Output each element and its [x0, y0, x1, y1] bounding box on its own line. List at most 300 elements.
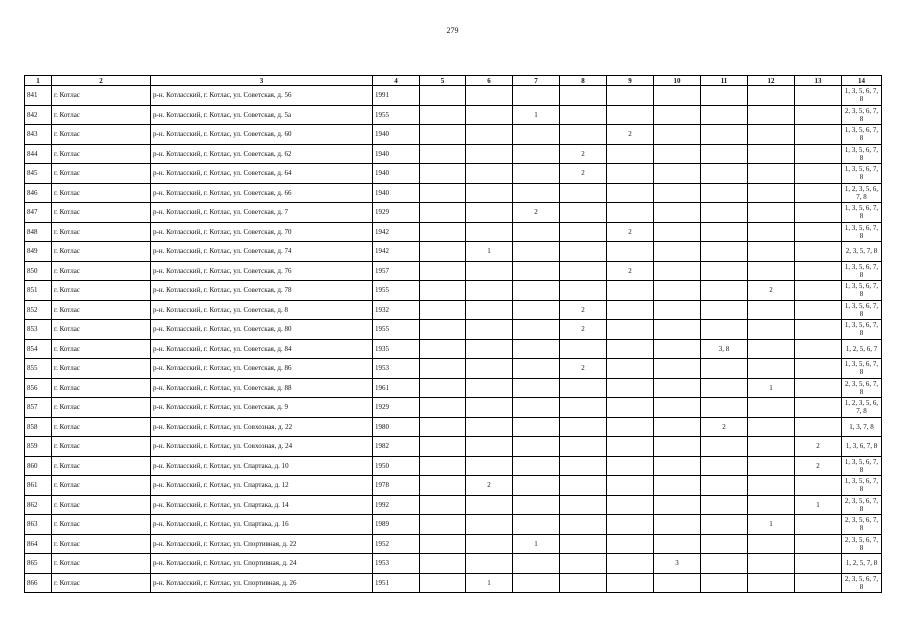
col8-cell	[560, 534, 607, 554]
col9-cell	[607, 281, 654, 301]
column-header-2: 2	[52, 76, 151, 86]
row-number-cell: 848	[25, 222, 52, 242]
address-cell: р-н. Котласский, г. Котлас, ул. Советская, д. 80	[151, 320, 373, 340]
table-row	[25, 437, 882, 457]
col6-cell	[466, 320, 513, 340]
col14-cell: 1, 2, 3, 5, 6, 7, 8	[842, 183, 882, 203]
col5-cell	[420, 359, 466, 379]
col9-cell	[607, 339, 654, 359]
table-row	[25, 398, 882, 418]
col8-cell	[560, 203, 607, 223]
table-row	[25, 144, 882, 164]
city-cell: г. Котлас	[52, 281, 151, 301]
row-number-cell: 861	[25, 476, 52, 496]
col11-cell	[701, 398, 748, 418]
col6-cell	[466, 554, 513, 574]
col7-cell	[513, 320, 560, 340]
col11-cell	[701, 300, 748, 320]
col13-cell	[795, 222, 842, 242]
column-number-header-row	[25, 76, 882, 86]
col6-cell	[466, 339, 513, 359]
table-row	[25, 417, 882, 437]
col5-cell	[420, 86, 466, 106]
col10-cell	[654, 515, 701, 535]
col8-cell	[560, 437, 607, 457]
col10-cell	[654, 437, 701, 457]
col9-cell	[607, 320, 654, 340]
col11-cell	[701, 495, 748, 515]
col5-cell	[420, 554, 466, 574]
col8-cell	[560, 515, 607, 535]
col7-cell	[513, 515, 560, 535]
col9-cell	[607, 300, 654, 320]
col6-cell	[466, 105, 513, 125]
row-number-cell: 859	[25, 437, 52, 457]
col5-cell	[420, 242, 466, 262]
col7-cell	[513, 573, 560, 593]
col12-cell	[748, 203, 795, 223]
col8-cell	[560, 222, 607, 242]
address-cell: р-н. Котласский, г. Котлас, ул. Спартака, д. 16	[151, 515, 373, 535]
col13-cell	[795, 300, 842, 320]
col8-cell	[560, 417, 607, 437]
col10-cell: 3	[654, 554, 701, 574]
col6-cell	[466, 164, 513, 184]
col11-cell: 2	[701, 417, 748, 437]
col12-cell	[748, 86, 795, 106]
col6-cell	[466, 515, 513, 535]
address-cell: р-н. Котласский, г. Котлас, ул. Спартака, д. 14	[151, 495, 373, 515]
col14-cell: 2, 3, 5, 6, 7, 8	[842, 573, 882, 593]
col11-cell	[701, 320, 748, 340]
col10-cell	[654, 183, 701, 203]
col5-cell	[420, 105, 466, 125]
col12-cell: 1	[748, 515, 795, 535]
col11-cell	[701, 261, 748, 281]
col13-cell	[795, 359, 842, 379]
col11-cell	[701, 437, 748, 457]
col13-cell	[795, 320, 842, 340]
col9-cell	[607, 476, 654, 496]
housing-registry-table	[24, 75, 882, 593]
col11-cell	[701, 378, 748, 398]
column-header-3: 3	[151, 76, 373, 86]
address-cell: р-н. Котласский, г. Котлас, ул. Советская, д. 88	[151, 378, 373, 398]
col13-cell	[795, 398, 842, 418]
city-cell: г. Котлас	[52, 222, 151, 242]
year-cell: 1950	[373, 456, 420, 476]
table-row	[25, 456, 882, 476]
col5-cell	[420, 437, 466, 457]
col13-cell	[795, 378, 842, 398]
row-number-cell: 843	[25, 125, 52, 145]
year-cell: 1989	[373, 515, 420, 535]
year-cell: 1955	[373, 320, 420, 340]
col12-cell	[748, 554, 795, 574]
col8-cell: 2	[560, 359, 607, 379]
address-cell: р-н. Котласский, г. Котлас, ул. Советская, д. 86	[151, 359, 373, 379]
col6-cell: 1	[466, 573, 513, 593]
address-cell: р-н. Котласский, г. Котлас, ул. Спортивная, д. 22	[151, 534, 373, 554]
city-cell: г. Котлас	[52, 359, 151, 379]
col10-cell	[654, 86, 701, 106]
col9-cell	[607, 534, 654, 554]
col5-cell	[420, 378, 466, 398]
column-header-4: 4	[373, 76, 420, 86]
col10-cell	[654, 242, 701, 262]
col8-cell	[560, 456, 607, 476]
col13-cell	[795, 261, 842, 281]
col13-cell	[795, 125, 842, 145]
col7-cell	[513, 144, 560, 164]
col14-cell: 1, 3, 6, 7, 8	[842, 437, 882, 457]
col8-cell	[560, 573, 607, 593]
col10-cell	[654, 378, 701, 398]
col10-cell	[654, 300, 701, 320]
col14-cell: 1, 3, 5, 6, 7, 8	[842, 359, 882, 379]
year-cell: 1940	[373, 125, 420, 145]
row-number-cell: 853	[25, 320, 52, 340]
address-cell: р-н. Котласский, г. Котлас, ул. Советская, д. 8	[151, 300, 373, 320]
table-row	[25, 554, 882, 574]
col13-cell	[795, 144, 842, 164]
col10-cell	[654, 456, 701, 476]
col8-cell	[560, 476, 607, 496]
col9-cell: 2	[607, 261, 654, 281]
col10-cell	[654, 339, 701, 359]
table-row	[25, 105, 882, 125]
col13-cell	[795, 86, 842, 106]
col5-cell	[420, 398, 466, 418]
address-cell: р-н. Котласский, г. Котлас, ул. Советская, д. 56	[151, 86, 373, 106]
col9-cell	[607, 378, 654, 398]
table-row	[25, 573, 882, 593]
col12-cell	[748, 222, 795, 242]
col11-cell	[701, 164, 748, 184]
col7-cell	[513, 456, 560, 476]
col12-cell	[748, 398, 795, 418]
col11-cell	[701, 456, 748, 476]
city-cell: г. Котлас	[52, 554, 151, 574]
col9-cell	[607, 164, 654, 184]
col6-cell	[466, 125, 513, 145]
year-cell: 1992	[373, 495, 420, 515]
col7-cell	[513, 281, 560, 301]
col6-cell	[466, 281, 513, 301]
table-row	[25, 359, 882, 379]
city-cell: г. Котлас	[52, 183, 151, 203]
col6-cell	[466, 183, 513, 203]
column-header-7: 7	[513, 76, 560, 86]
col6-cell	[466, 203, 513, 223]
col12-cell	[748, 300, 795, 320]
col5-cell	[420, 300, 466, 320]
col11-cell	[701, 573, 748, 593]
col5-cell	[420, 203, 466, 223]
col14-cell: 1, 3, 5, 6, 7, 8	[842, 222, 882, 242]
col5-cell	[420, 417, 466, 437]
year-cell: 1940	[373, 164, 420, 184]
col11-cell	[701, 105, 748, 125]
col8-cell	[560, 261, 607, 281]
col7-cell	[513, 183, 560, 203]
col10-cell	[654, 125, 701, 145]
col11-cell	[701, 515, 748, 535]
col7-cell	[513, 398, 560, 418]
col10-cell	[654, 222, 701, 242]
address-cell: р-н. Котласский, г. Котлас, ул. Совхозная, д. 24	[151, 437, 373, 457]
col8-cell: 2	[560, 320, 607, 340]
col6-cell	[466, 437, 513, 457]
city-cell: г. Котлас	[52, 105, 151, 125]
year-cell: 1980	[373, 417, 420, 437]
address-cell: р-н. Котласский, г. Котлас, ул. Спортивная, д. 24	[151, 554, 373, 574]
col14-cell: 1, 3, 5, 6, 7, 8	[842, 144, 882, 164]
col14-cell: 1, 3, 5, 6, 7, 8	[842, 86, 882, 106]
table-row	[25, 125, 882, 145]
col14-cell: 1, 3, 5, 6, 7, 8	[842, 320, 882, 340]
year-cell: 1942	[373, 222, 420, 242]
col7-cell	[513, 476, 560, 496]
column-header-11: 11	[701, 76, 748, 86]
col14-cell: 1, 3, 5, 6, 7, 8	[842, 125, 882, 145]
row-number-cell: 864	[25, 534, 52, 554]
col11-cell	[701, 476, 748, 496]
column-header-14: 14	[842, 76, 882, 86]
table-row	[25, 242, 882, 262]
col9-cell	[607, 437, 654, 457]
col7-cell	[513, 125, 560, 145]
col8-cell	[560, 86, 607, 106]
year-cell: 1955	[373, 105, 420, 125]
col13-cell	[795, 105, 842, 125]
col8-cell	[560, 105, 607, 125]
table-row	[25, 222, 882, 242]
col10-cell	[654, 476, 701, 496]
year-cell: 1952	[373, 534, 420, 554]
year-cell: 1957	[373, 261, 420, 281]
col10-cell	[654, 320, 701, 340]
col13-cell	[795, 203, 842, 223]
col8-cell	[560, 242, 607, 262]
col12-cell	[748, 495, 795, 515]
row-number-cell: 844	[25, 144, 52, 164]
year-cell: 1942	[373, 242, 420, 262]
col12-cell	[748, 183, 795, 203]
address-cell: р-н. Котласский, г. Котлас, ул. Советская, д. 70	[151, 222, 373, 242]
col14-cell: 2, 3, 5, 6, 7, 8	[842, 495, 882, 515]
col12-cell	[748, 261, 795, 281]
table-row	[25, 300, 882, 320]
col7-cell: 1	[513, 534, 560, 554]
col11-cell	[701, 554, 748, 574]
city-cell: г. Котлас	[52, 300, 151, 320]
col14-cell: 1, 2, 5, 6, 7	[842, 339, 882, 359]
col6-cell	[466, 300, 513, 320]
col5-cell	[420, 495, 466, 515]
col12-cell	[748, 456, 795, 476]
col14-cell: 1, 3, 5, 6, 7, 8	[842, 164, 882, 184]
city-cell: г. Котлас	[52, 495, 151, 515]
row-number-cell: 858	[25, 417, 52, 437]
address-cell: р-н. Котласский, г. Котлас, ул. Спартака, д. 10	[151, 456, 373, 476]
col14-cell: 2, 3, 5, 6, 7, 8	[842, 378, 882, 398]
col7-cell	[513, 300, 560, 320]
col5-cell	[420, 320, 466, 340]
col5-cell	[420, 534, 466, 554]
col14-cell: 1, 2, 5, 7, 8	[842, 554, 882, 574]
col9-cell	[607, 417, 654, 437]
row-number-cell: 855	[25, 359, 52, 379]
row-number-cell: 856	[25, 378, 52, 398]
col13-cell: 2	[795, 456, 842, 476]
col5-cell	[420, 125, 466, 145]
col6-cell	[466, 222, 513, 242]
col7-cell	[513, 378, 560, 398]
col14-cell: 1, 3, 5, 6, 7, 8	[842, 281, 882, 301]
col13-cell	[795, 534, 842, 554]
col12-cell	[748, 164, 795, 184]
col9-cell	[607, 203, 654, 223]
address-cell: р-н. Котласский, г. Котлас, ул. Спортивная, д. 26	[151, 573, 373, 593]
table-row	[25, 281, 882, 301]
year-cell: 1978	[373, 476, 420, 496]
col9-cell	[607, 359, 654, 379]
col14-cell: 2, 3, 5, 6, 7, 8	[842, 105, 882, 125]
col13-cell	[795, 183, 842, 203]
col10-cell	[654, 144, 701, 164]
col11-cell: 3, 8	[701, 339, 748, 359]
city-cell: г. Котлас	[52, 261, 151, 281]
col13-cell	[795, 281, 842, 301]
col14-cell: 1, 2, 3, 5, 6, 7, 8	[842, 398, 882, 418]
col10-cell	[654, 261, 701, 281]
col13-cell	[795, 476, 842, 496]
table-row	[25, 320, 882, 340]
col14-cell: 2, 3, 5, 6, 7, 8	[842, 515, 882, 535]
col11-cell	[701, 359, 748, 379]
year-cell: 1929	[373, 398, 420, 418]
col10-cell	[654, 495, 701, 515]
col8-cell: 2	[560, 300, 607, 320]
col8-cell	[560, 378, 607, 398]
city-cell: г. Котлас	[52, 86, 151, 106]
col12-cell	[748, 534, 795, 554]
city-cell: г. Котлас	[52, 164, 151, 184]
col13-cell	[795, 339, 842, 359]
row-number-cell: 846	[25, 183, 52, 203]
address-cell: р-н. Котласский, г. Котлас, ул. Совхозная, д. 22	[151, 417, 373, 437]
address-cell: р-н. Котласский, г. Котлас, ул. Советская, д. 9	[151, 398, 373, 418]
col13-cell: 2	[795, 437, 842, 457]
col7-cell: 1	[513, 105, 560, 125]
column-header-8: 8	[560, 76, 607, 86]
col6-cell	[466, 456, 513, 476]
year-cell: 1940	[373, 144, 420, 164]
col5-cell	[420, 281, 466, 301]
city-cell: г. Котлас	[52, 125, 151, 145]
col9-cell	[607, 183, 654, 203]
city-cell: г. Котлас	[52, 378, 151, 398]
col7-cell	[513, 359, 560, 379]
col11-cell	[701, 534, 748, 554]
year-cell: 1991	[373, 86, 420, 106]
col8-cell	[560, 495, 607, 515]
table-row	[25, 476, 882, 496]
address-cell: р-н. Котласский, г. Котлас, ул. Советская, д. 76	[151, 261, 373, 281]
row-number-cell: 854	[25, 339, 52, 359]
col5-cell	[420, 339, 466, 359]
col6-cell	[466, 417, 513, 437]
col9-cell	[607, 515, 654, 535]
col7-cell	[513, 495, 560, 515]
year-cell: 1953	[373, 359, 420, 379]
col6-cell	[466, 398, 513, 418]
col14-cell: 2, 3, 5, 6, 7, 8	[842, 534, 882, 554]
table-row	[25, 339, 882, 359]
city-cell: г. Котлас	[52, 339, 151, 359]
col8-cell: 2	[560, 144, 607, 164]
col9-cell: 2	[607, 222, 654, 242]
city-cell: г. Котлас	[52, 437, 151, 457]
col9-cell	[607, 86, 654, 106]
year-cell: 1935	[373, 339, 420, 359]
col8-cell	[560, 554, 607, 574]
col13-cell	[795, 515, 842, 535]
col7-cell	[513, 222, 560, 242]
col12-cell	[748, 437, 795, 457]
city-cell: г. Котлас	[52, 242, 151, 262]
column-header-9: 9	[607, 76, 654, 86]
col9-cell	[607, 398, 654, 418]
table-row	[25, 86, 882, 106]
year-cell: 1932	[373, 300, 420, 320]
col14-cell: 1, 3, 5, 6, 7, 8	[842, 203, 882, 223]
col7-cell: 2	[513, 203, 560, 223]
year-cell: 1929	[373, 203, 420, 223]
city-cell: г. Котлас	[52, 476, 151, 496]
col14-cell: 1, 3, 5, 6, 7, 8	[842, 456, 882, 476]
col14-cell: 2, 3, 5, 7, 8	[842, 242, 882, 262]
col9-cell	[607, 495, 654, 515]
column-header-12: 12	[748, 76, 795, 86]
col7-cell	[513, 417, 560, 437]
table-row	[25, 534, 882, 554]
col11-cell	[701, 203, 748, 223]
col12-cell	[748, 417, 795, 437]
col10-cell	[654, 105, 701, 125]
col7-cell	[513, 437, 560, 457]
col14-cell: 1, 3, 5, 6, 7, 8	[842, 300, 882, 320]
row-number-cell: 841	[25, 86, 52, 106]
row-number-cell: 857	[25, 398, 52, 418]
col10-cell	[654, 534, 701, 554]
col7-cell	[513, 261, 560, 281]
col6-cell	[466, 86, 513, 106]
year-cell: 1951	[373, 573, 420, 593]
row-number-cell: 847	[25, 203, 52, 223]
col10-cell	[654, 203, 701, 223]
col5-cell	[420, 183, 466, 203]
address-cell: р-н. Котласский, г. Котлас, ул. Спартака, д. 12	[151, 476, 373, 496]
col8-cell: 2	[560, 164, 607, 184]
row-number-cell: 862	[25, 495, 52, 515]
address-cell: р-н. Котласский, г. Котлас, ул. Советская, д. 62	[151, 144, 373, 164]
col11-cell	[701, 125, 748, 145]
city-cell: г. Котлас	[52, 398, 151, 418]
col7-cell	[513, 242, 560, 262]
col6-cell: 2	[466, 476, 513, 496]
